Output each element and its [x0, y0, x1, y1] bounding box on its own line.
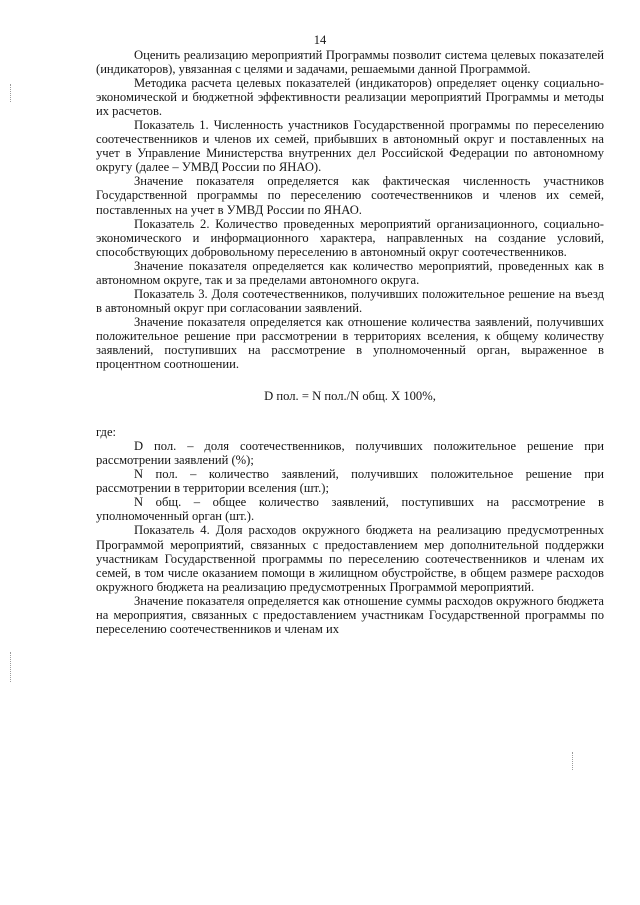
formula: D пол. = N пол./N общ. X 100%,	[264, 389, 436, 404]
paragraph-indicator-1: Показатель 1. Численность участников Государственной программы по переселению соотечественников и членов их семей, прибывших в автономный округ и поставленных на учет в Управление Министерства внутренних дел Российской Федерации по автономному округу (далее – УМВД России по ЯНАО).	[96, 118, 604, 175]
paragraph-intro: Оценить реализацию мероприятий Программы позволит система целевых показателей (индикаторов), увязанная с целями и задачами, решаемыми данной Программой.	[96, 48, 604, 77]
where-label: где:	[96, 425, 117, 440]
definition-d-pol: D пол. – доля соотечественников, получивших положительное решение при рассмотрении заявлений (%);	[96, 439, 604, 468]
definition-n-pol: N пол. – количество заявлений, получивших положительное решение при рассмотрении в территории вселения (шт.);	[96, 467, 604, 496]
paragraph-indicator-2-value: Значение показателя определяется как количество мероприятий, проведенных как в автономном округе, так и за пределами автономного округа.	[96, 258, 604, 287]
paragraph-indicator-3-value: Значение показателя определяется как отношение количества заявлений, получивших положительное решение при рассмотрении в территориях вселения, к общему количеству заявлений, поступивших на рассмотрение в уполномоченный орган, выраженное в процентном соотношении.	[96, 314, 604, 372]
paragraph-indicator-2: Показатель 2. Количество проведенных мероприятий организационного, социально-экономического и информационного характера, направленных на создание условий, способствующих добровольному переселению в автономный округ соотечественников.	[96, 216, 604, 259]
scan-margin-mark	[10, 84, 12, 102]
scan-margin-mark	[572, 752, 574, 770]
scan-margin-mark	[10, 652, 12, 682]
paragraph-indicator-4-value: Значение показателя определяется как отношение суммы расходов окружного бюджета на мероприятия, связанных с предоставлением участникам Государственной программы по переселению соотечественников и членам их	[96, 593, 604, 636]
paragraph-methodology: Методика расчета целевых показателей (индикаторов) определяет оценку социально-экономической и бюджетной эффективности реализации мероприятий Программы и методы их расчетов.	[96, 76, 604, 119]
page-number: 14	[313, 33, 327, 47]
paragraph-indicator-4: Показатель 4. Доля расходов окружного бюджета на реализацию предусмотренных Программой мероприятий, связанных с предоставлением мер дополнительной поддержки участникам Государственной программы по переселению соотечественников и членам их семей, в том числе оказанием помощи в жилищном обустройстве, в общем размере расходов окружного бюджета на реализацию предусмотренных Программой мероприятий.	[96, 523, 604, 594]
definition-n-obshch: N общ. – общее количество заявлений, поступивших на рассмотрение в уполномоченный орган (шт.).	[96, 495, 604, 524]
paragraph-indicator-1-value: Значение показателя определяется как фактическая численность участников Государственной программы по переселению соотечественников и членов их семей, поставленных на учет в УМВД России по ЯНАО.	[96, 174, 604, 217]
document-body	[96, 48, 604, 636]
paragraph-indicator-3: Показатель 3. Доля соотечественников, получивших положительное решение на въезд в автономный округ при согласовании заявлений.	[96, 286, 604, 315]
